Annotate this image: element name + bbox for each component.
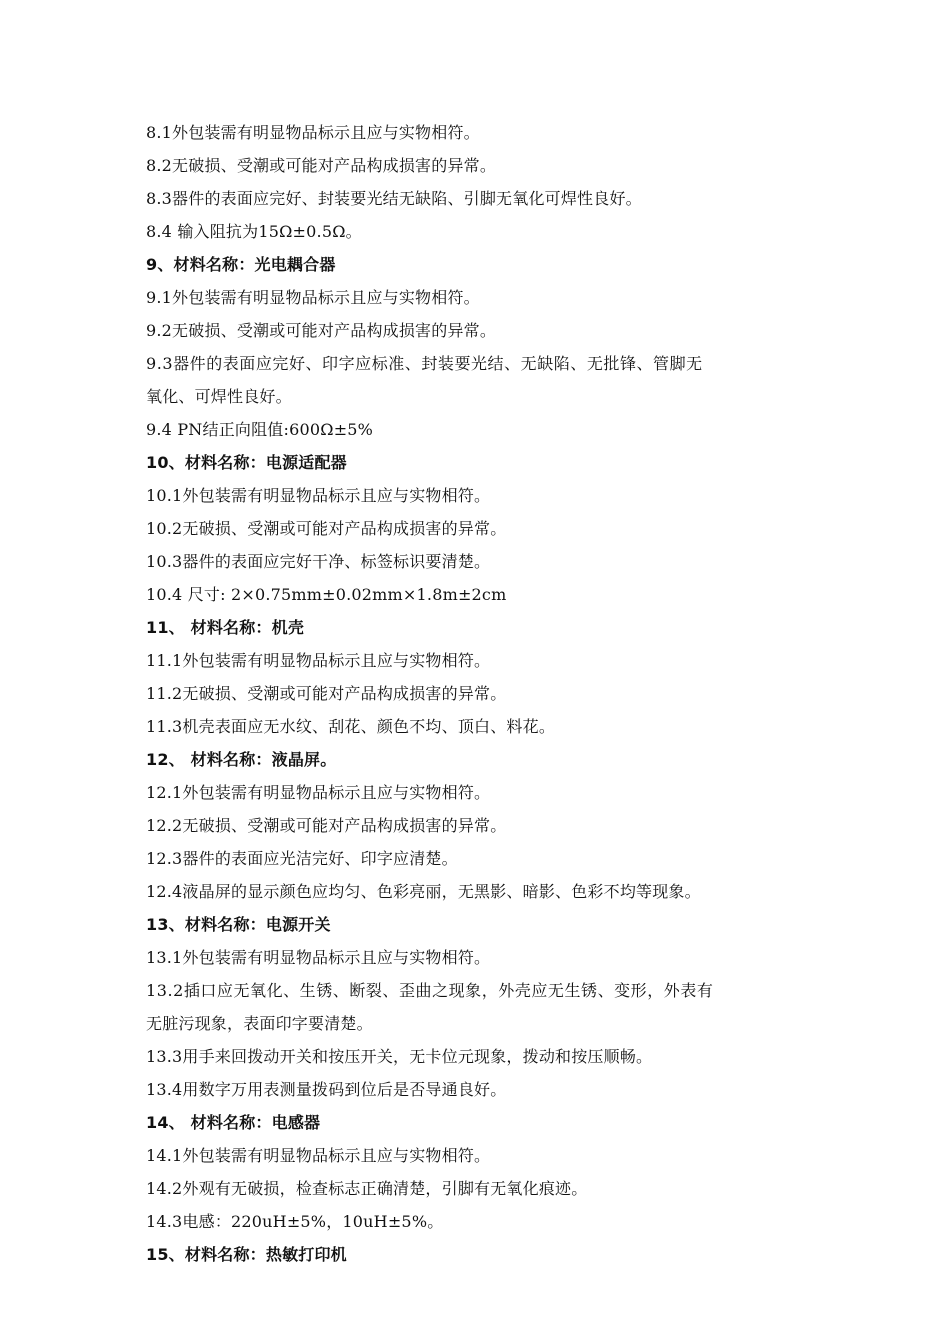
text-line-11-3: 11.3机壳表面应无水纹、刮花、颜色不均、顶白、料花。	[146, 717, 556, 736]
section-heading-14: 14、 材料名称：电感器	[146, 1113, 321, 1132]
text-line-12-4: 12.4液晶屏的显示颜色应均匀、色彩亮丽，无黑影、暗影、色彩不均等现象。	[146, 882, 701, 901]
text-line-8-3: 8.3器件的表面应完好、封装要光结无缺陷、引脚无氧化可焊性良好。	[146, 189, 642, 208]
section-heading-15: 15、材料名称：热敏打印机	[146, 1245, 347, 1264]
text-line-13-3: 13.3用手来回拨动开关和按压开关，无卡位元现象，拨动和按压顺畅。	[146, 1047, 653, 1066]
text-line-10-3: 10.3器件的表面应完好干净、标签标识要清楚。	[146, 552, 491, 571]
text-line-12-3: 12.3器件的表面应光洁完好、印字应清楚。	[146, 849, 458, 868]
text-line-9-1: 9.1外包装需有明显物品标示且应与实物相符。	[146, 288, 480, 307]
text-line-13-2-cont: 无脏污现象，表面印字要清楚。	[146, 1014, 373, 1033]
section-heading-9: 9、材料名称：光电耦合器	[146, 255, 336, 274]
text-line-13-2: 13.2插口应无氧化、生锈、断裂、歪曲之现象，外壳应无生锈、变形，外表有	[146, 981, 714, 1000]
text-line-12-2: 12.2无破损、受潮或可能对产品构成损害的异常。	[146, 816, 507, 835]
document-page	[146, 116, 826, 1271]
text-line-11-1: 11.1外包装需有明显物品标示且应与实物相符。	[146, 651, 491, 670]
text-line-8-4: 8.4 输入阻抗为15Ω±0.5Ω。	[146, 222, 362, 241]
text-line-13-4: 13.4用数字万用表测量拨码到位后是否导通良好。	[146, 1080, 507, 1099]
text-line-9-3-cont: 氧化、可焊性良好。	[146, 387, 292, 406]
text-line-10-2: 10.2无破损、受潮或可能对产品构成损害的异常。	[146, 519, 507, 538]
text-line-9-3: 9.3器件的表面应完好、印字应标准、封装要光结、无缺陷、无批锋、管脚无	[146, 354, 703, 373]
text-line-12-1: 12.1外包装需有明显物品标示且应与实物相符。	[146, 783, 491, 802]
text-line-14-1: 14.1外包装需有明显物品标示且应与实物相符。	[146, 1146, 491, 1165]
text-line-14-3: 14.3电感：220uH±5%，10uH±5%。	[146, 1212, 444, 1231]
text-line-11-2: 11.2无破损、受潮或可能对产品构成损害的异常。	[146, 684, 507, 703]
section-heading-11: 11、 材料名称：机壳	[146, 618, 305, 637]
text-line-9-4: 9.4 PN结正向阻值:600Ω±5%	[146, 420, 374, 439]
section-heading-13: 13、材料名称：电源开关	[146, 915, 331, 934]
text-line-8-2: 8.2无破损、受潮或可能对产品构成损害的异常。	[146, 156, 497, 175]
text-line-14-2: 14.2外观有无破损，检查标志正确清楚，引脚有无氧化痕迹。	[146, 1179, 588, 1198]
section-heading-10: 10、材料名称：电源适配器	[146, 453, 347, 472]
text-line-8-1: 8.1外包装需有明显物品标示且应与实物相符。	[146, 123, 480, 142]
text-line-13-1: 13.1外包装需有明显物品标示且应与实物相符。	[146, 948, 491, 967]
section-heading-12: 12、 材料名称：液晶屏。	[146, 750, 337, 769]
text-line-10-4: 10.4 尺寸: 2×0.75mm±0.02mm×1.8m±2cm	[146, 585, 507, 604]
text-line-9-2: 9.2无破损、受潮或可能对产品构成损害的异常。	[146, 321, 497, 340]
text-line-10-1: 10.1外包装需有明显物品标示且应与实物相符。	[146, 486, 491, 505]
